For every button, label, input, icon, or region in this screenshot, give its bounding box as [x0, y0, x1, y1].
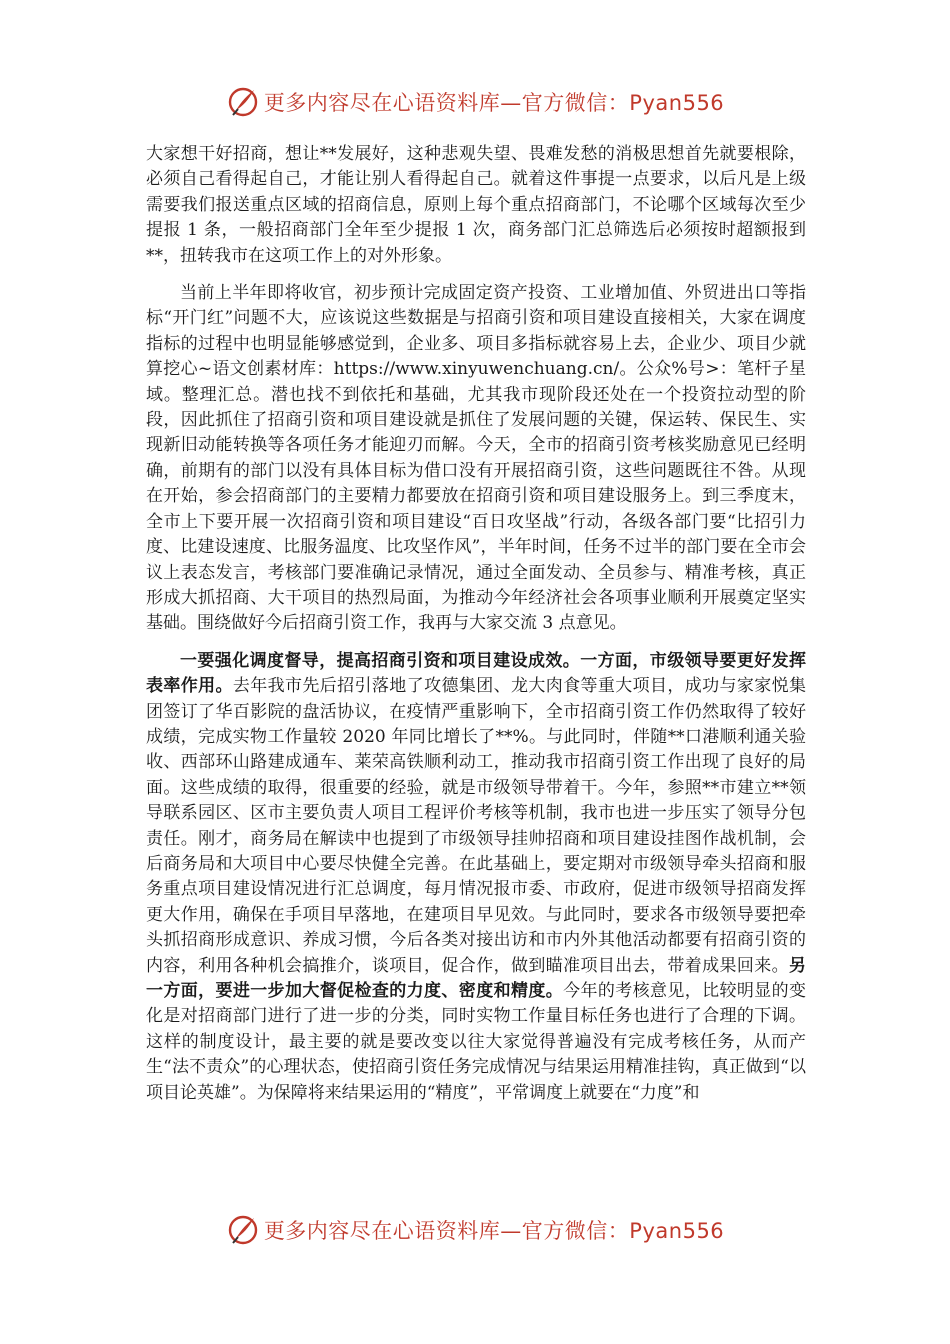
- section-1-body-continued: 今年的考核意见，比较明显的变化是对招商部门进行了进一步的分类，同时实物工作量目标任务也进行了合理的下调。这样的制度设计，最主要的就是要改变以往大家觉得普遍没有完成考核任务，从而产生“法不责众”的心理状态，使招商引资任务完成情况与结果运用精准挂钩，真正做到“以项目论英雄”。为保障将来结果运用的“精度”，平常调度上就要在“力度”和: [146, 981, 807, 1103]
- paragraph-1: [146, 142, 806, 269]
- footer-banner: [0, 1210, 950, 1250]
- quill-pen-logo-icon: [226, 85, 260, 119]
- paragraph-3: [146, 649, 806, 1106]
- section-1-heading: 一要强化调度督导，提高招商引资和项目建设成效。一方面，市级领导要更好发挥表率作用。: [146, 650, 806, 697]
- header-banner-text: 更多内容尽在心语资料库—官方微信：Pyan556: [263, 91, 725, 115]
- footer-banner-text: 更多内容尽在心语资料库—官方微信：Pyan556: [263, 1219, 725, 1243]
- paragraph-1-text: 大家想干好招商，想让**发展好，这种悲观失望、畏难发愁的消极思想首先就要根除，必须自己看得起自己，才能让别人看得起自己。就着这件事提一点要求，以后凡是上级需要我们报送重点区域的招商信息，原则上每个重点招商部门，不论哪个区域每次至少提报 1 条，一般招商部门全年至少提报 1 次，商务部门汇总筛选后必须按时超额报到**，扭转我市在这项工作上的对外形象。: [146, 144, 806, 266]
- document-body: [146, 142, 806, 1106]
- header-banner: [0, 82, 950, 122]
- paragraph-2-text: 当前上半年即将收官，初步预计完成固定资产投资、工业增加值、外贸进出口等指标“开门红”问题不大，应该说这些数据是与招商引资和项目建设直接相关，大家在调度指标的过程中也明显能够感觉到，企业多、项目多指标就容易上去，企业少、项目少就算挖心~语文创素材库：https://www.xinyuwenchuang.cn/。公众%号>：笔杆子星域。整理汇总。潜也找不到依托和基础，尤其我市现阶段还处在一个投资拉动型的阶段，因此抓住了招商引资和项目建设就是抓住了发展问题的关键，保运转、保民生、实现新旧动能转换等各项任务才能迎刃而解。今天，全市的招商引资考核奖励意见已经明确，前期有的部门以没有具体目标为借口没有开展招商引资，这些问题既往不咎。从现在开始，参会招商部门的主要精力都要放在招商引资和项目建设服务上。到三季度末，全市上下要开展一次招商引资和项目建设“百日攻坚战”行动，各级各部门要“比招引力度、比建设速度、比服务温度、比攻坚作风”，半年时间，任务不过半的部门要在全市会议上表态发言，考核部门要准确记录情况，通过全面发动、全员参与、精准考核，真正形成大抓招商、大干项目的热烈局面，为推动今年经济社会各项事业顺利开展奠定坚实基础。围绕做好今后招商引资工作，我再与大家交流 3 点意见。: [146, 283, 806, 634]
- quill-pen-logo-icon: [226, 1213, 260, 1247]
- section-1-body: 去年我市先后招引落地了攻德集团、龙大肉食等重大项目，成功与家家悦集团签订了华百影院的盘活协议，在疫情严重影响下，全市招商引资工作仍然取得了较好成绩，完成实物工作量较 2020 年同比增长了**%。与此同时，伴随**口港顺利通关验收、西部环山路建成通车、莱荣高铁顺利动工，推动我市招商引资工作出现了良好的局面。这些成绩的取得，很重要的经验，就是市级领导带着干。今年，参照**市建立**领导联系园区、区市主要负责人项目工程评价考核等机制，我市也进一步压实了领导分包责任。刚才，商务局在解读中也提到了市级领导挂帅招商和项目建设挂图作战机制，会后商务局和大项目中心要尽快健全完善。在此基础上，要定期对市级领导牵头招商和服务重点项目建设情况进行汇总调度，每月情况报市委、市政府，促进市级领导招商发挥更大作用，确保在手项目早落地，在建项目早见效。与此同时，要求各市级领导要把牵头抓招商形成意识、养成习惯，今后各类对接出访和市内外其他活动都要有招商引资的内容，利用各种机会搞推介，谈项目，促合作，做到瞄准项目出去，带着成果回来。: [146, 676, 807, 976]
- paragraph-2: [146, 281, 806, 637]
- section-1-subheading: 另一方面，要进一步加大督促检查的力度、密度和精度。: [146, 955, 806, 1001]
